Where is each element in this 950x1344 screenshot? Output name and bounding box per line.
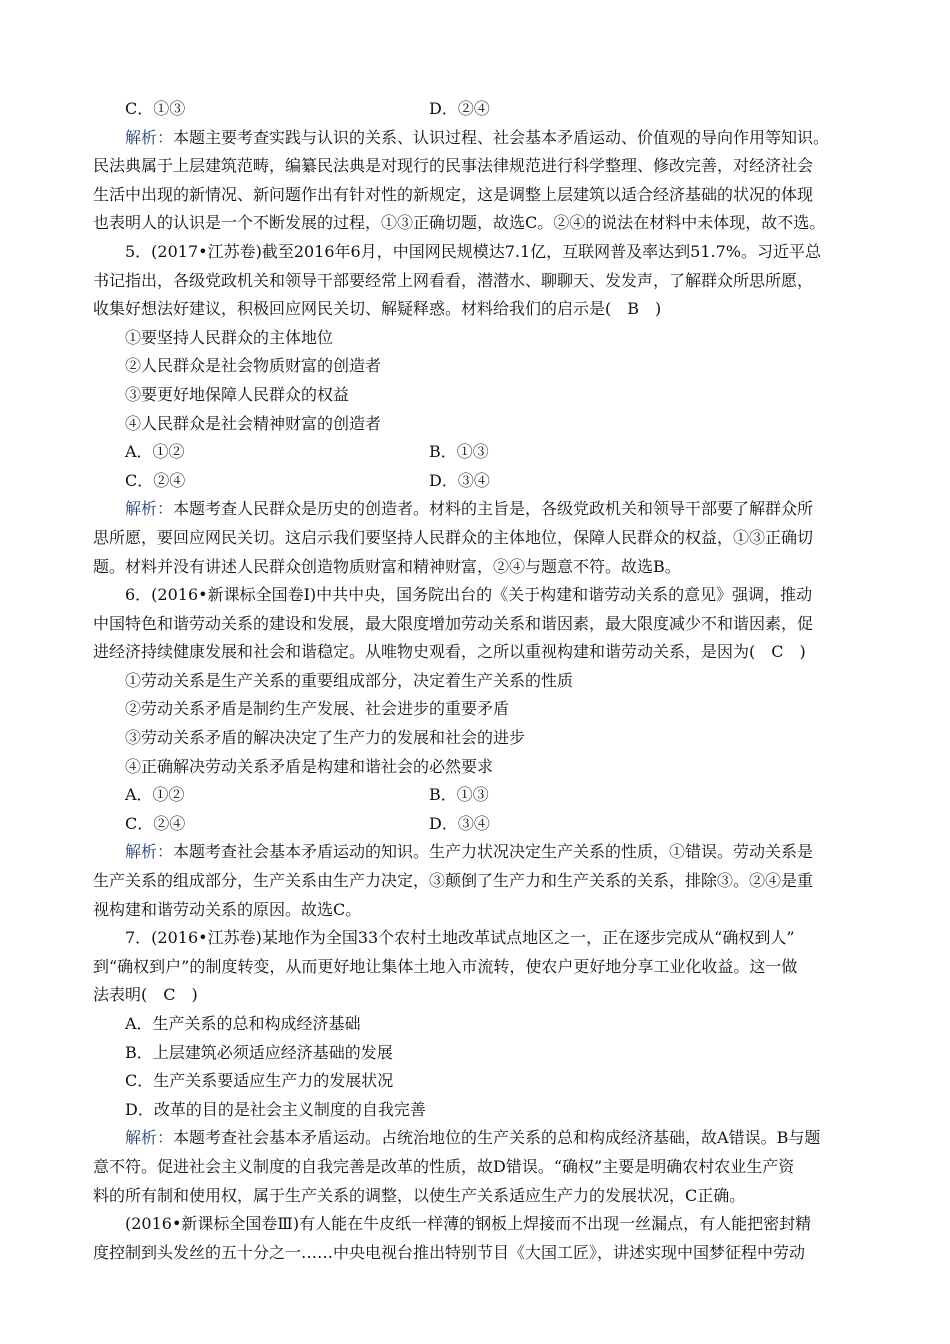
option-a: A．①②: [125, 442, 185, 462]
option-a: A．①②: [125, 785, 185, 805]
option-c: C．生产关系要适应生产力的发展状况: [125, 1071, 394, 1091]
statement-item: ③劳动关系矛盾的解决决定了生产力的发展和社会的进步: [125, 728, 526, 748]
statement-item: ①要坚持人民群众的主体地位: [125, 327, 334, 347]
question-5-stem: 书记指出，各级党政机关和领导干部要经常上网看看，潜潜水、聊聊天、发发声，了解群众所思所愿，: [93, 270, 814, 290]
option-d: D．③④: [429, 813, 490, 833]
question-7-stem: 7．(2016•江苏卷)某地作为全国33个农村土地改革试点地区之一，正在逐步完成从“确权到人”: [125, 928, 795, 948]
analysis-line: 视构建和谐劳动关系的原因。故选C。: [93, 899, 362, 919]
option-d: D．改革的目的是社会主义制度的自我完善: [125, 1099, 426, 1119]
statement-item: ①劳动关系是生产关系的重要组成部分，决定着生产关系的性质: [125, 670, 574, 690]
option-b: B．上层建筑必须适应经济基础的发展: [125, 1042, 393, 1062]
question-6-stem: 6．(2016•新课标全国卷Ⅰ)中共中央，国务院出台的《关于构建和谐劳动关系的意见》强调，推动: [125, 585, 813, 605]
option-c: C．②④: [125, 470, 186, 490]
option-c: C．①③: [125, 99, 186, 118]
question-7-stem: 到“确权到户”的制度转变，从而更好地让集体土地入市流转，使农户更好地分享工业化收益。这一做: [93, 956, 798, 976]
analysis-line: 民法典属于上层建筑范畴，编纂民法典是对现行的民事法律规范进行科学整理、修改完善，对经济社会: [93, 156, 814, 176]
analysis-line: 思所愿，要回应网民关切。这启示我们要坚持人民群众的主体地位，保障人民群众的权益，①③正确切: [93, 527, 814, 547]
analysis-label: 解析：: [125, 842, 174, 862]
analysis-line: 料的所有制和使用权，属于生产关系的调整，以使生产关系适应生产力的发展状况，C正确。: [93, 1185, 746, 1205]
analysis-label: 解析：: [125, 499, 174, 519]
option-row: [93, 467, 861, 496]
option-b: B．①③: [429, 785, 489, 805]
option-b: B．①③: [429, 442, 489, 462]
analysis-line: 生产关系的组成部分，生产关系由生产力决定，③颠倒了生产力和生产关系的关系，排除③。②④是重: [93, 871, 814, 891]
analysis-line: 也表明人的认识是一个不断发展的过程，①③正确切题，故选C。②④的说法在材料中未体现，故不选。: [93, 213, 826, 233]
option-c: C．②④: [125, 813, 186, 833]
option-a: A．生产关系的总和构成经济基础: [125, 1014, 361, 1033]
analysis-line: 题。材料并没有讲述人民群众创造物质财富和精神财富，②④与题意不符。故选B。: [93, 556, 681, 576]
question-6-stem: 中国特色和谐劳动关系的建设和发展，最大限度增加劳动关系和谐因素，最大限度减少不和谐因素，促: [93, 613, 814, 633]
statement-item: ②人民群众是社会物质财富的创造者: [125, 356, 382, 376]
analysis-line: 意不符。促进社会主义制度的自我完善是改革的性质，故D错误。“确权”主要是明确农村农业生产资: [93, 1156, 795, 1176]
option-row: [93, 95, 861, 124]
question-8-stem: (2016•新课标全国卷Ⅲ)有人能在牛皮纸一样薄的钢板上焊接而不出现一丝漏点，有人能把密封精: [125, 1214, 812, 1234]
option-row: [93, 810, 861, 839]
analysis-line: 解析：本题考查社会基本矛盾运动。占统治地位的生产关系的总和构成经济基础，故A错误。B与题: [125, 1128, 821, 1148]
document-content: [93, 95, 861, 1267]
analysis-line: 解析：本题主要考查实践与认识的关系、认识过程、社会基本矛盾运动、价值观的导向作用等知识。: [125, 127, 830, 147]
question-6-stem: 进经济持续健康发展和社会和谐稳定。从唯物史观看，之所以重视构建和谐劳动关系，是因为( C ): [93, 642, 806, 662]
option-row: [93, 781, 861, 810]
question-7-stem: 法表明( C ): [93, 985, 198, 1005]
statement-item: ②劳动关系矛盾是制约生产发展、社会进步的重要矛盾: [125, 699, 510, 719]
option-d: D．③④: [429, 470, 490, 490]
statement-item: ④人民群众是社会精神财富的创造者: [125, 413, 382, 433]
question-5-stem: 收集好想法好建议，积极回应网民关切、解疑释惑。材料给我们的启示是( B ): [93, 299, 662, 319]
question-8-stem: 度控制到头发丝的五十分之一……中央电视台推出特别节目《大国工匠》，讲述实现中国梦征程中劳动: [93, 1242, 806, 1262]
statement-item: ④正确解决劳动关系矛盾是构建和谐社会的必然要求: [125, 756, 494, 776]
analysis-label: 解析：: [125, 1128, 174, 1148]
analysis-label: 解析：: [125, 127, 174, 147]
analysis-line: 解析：本题考查人民群众是历史的创造者。材料的主旨是，各级党政机关和领导干部要了解群众所: [125, 499, 814, 519]
question-5-stem: 5．(2017•江苏卷)截至2016年6月，中国网民规模达7.1亿，互联网普及率达到51.7%。习近平总: [125, 241, 821, 261]
statement-item: ③要更好地保障人民群众的权益: [125, 384, 350, 404]
option-row: [93, 438, 861, 467]
analysis-line: 生活中出现的新情况、新问题作出有针对性的新规定，这是调整上层建筑以适合经济基础的状况的体现: [93, 184, 814, 204]
option-d: D．②④: [429, 99, 490, 118]
analysis-line: 解析：本题考查社会基本矛盾运动的知识。生产力状况决定生产关系的性质，①错误。劳动关系是: [125, 842, 814, 862]
